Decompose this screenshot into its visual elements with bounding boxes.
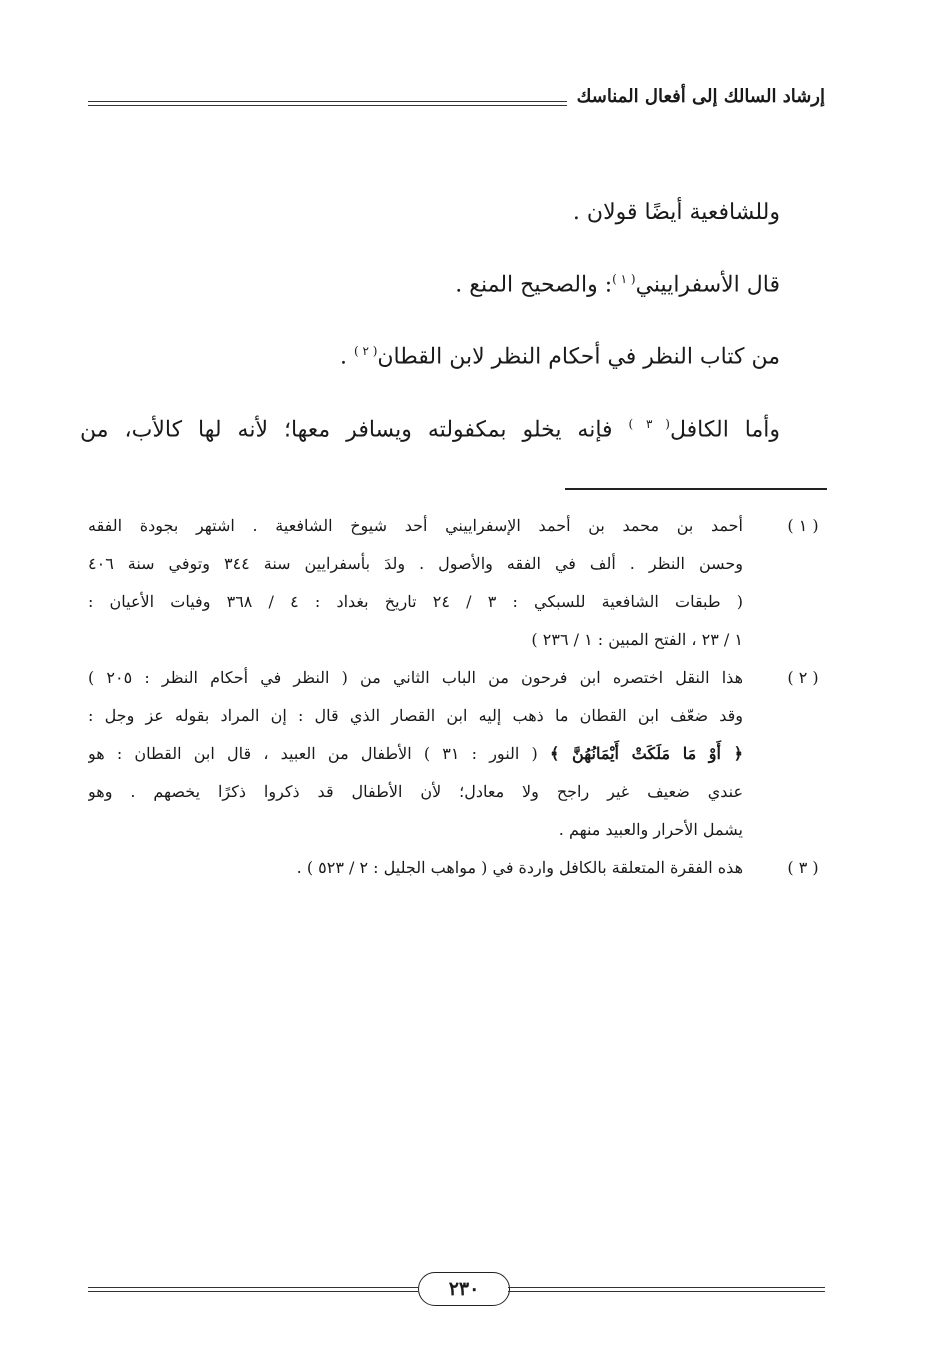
quran-verse: ﴿ أَوْ مَا مَلَكَتْ أَيْمَانُهُنَّ ﴾	[549, 744, 743, 763]
running-header	[88, 86, 825, 116]
footnote-line: هذه الفقرة المتعلقة بالكافل واردة في ( مواهب الجليل : ٢ / ٥٢٣ ) .	[296, 858, 743, 877]
footnote-ref[interactable]: ( ٢ )	[353, 344, 378, 359]
footnote-separator	[565, 488, 827, 490]
paragraph-line	[80, 391, 780, 463]
footer-rule-right	[508, 1287, 825, 1292]
footnote-line	[88, 735, 743, 773]
page-number: ٢٣٠	[418, 1272, 510, 1306]
text-span: ( النور : ٣١ ) الأطفال من العبيد ، قال ابن القطان : هو	[88, 744, 538, 763]
footer-rule-left	[88, 1287, 418, 1292]
footnote-number: ( ٢ )	[787, 668, 819, 687]
text-span: : والصحيح المنع .	[455, 272, 613, 298]
footnote-2	[88, 659, 828, 849]
footnote-line: عندي ضعيف غير راجح ولا معادل؛ لأن الأطفال قد ذكروا ذكرًا يخصهم . وهو	[88, 782, 743, 801]
text-span: قال الأسفراييني	[635, 272, 780, 298]
footnote-number: ( ١ )	[787, 516, 819, 535]
paragraph-line	[80, 246, 780, 318]
footnote-number: ( ٣ )	[787, 858, 819, 877]
header-rule	[88, 101, 567, 106]
footnote-line: وقد ضعّف ابن القطان ما ذهب إليه ابن القصار الذي قال : إن المراد بقوله عز وجل :	[88, 706, 743, 725]
main-text	[80, 180, 780, 463]
footnote-1	[88, 507, 828, 659]
footnote-line: هذا النقل اختصره ابن فرحون من الباب الثاني من ( النظر في أحكام النظر : ٢٠٥ )	[88, 668, 743, 687]
footnote-line: وحسن النظر . ألف في الفقه والأصول . ولدَ بأسفرايين سنة ٣٤٤ وتوفي سنة ٤٠٦	[88, 554, 743, 573]
text-span: فإنه يخلو بمكفولته ويسافر معها؛ لأنه لها كالأب، من	[80, 416, 629, 442]
paragraph-line	[80, 180, 780, 246]
text-span: من كتاب النظر في أحكام النظر لابن القطان	[377, 344, 780, 370]
footnote-ref[interactable]: ( ٣ )	[628, 416, 670, 431]
footnote-ref[interactable]: ( ١ )	[612, 272, 636, 286]
footnote-line: ١ / ٢٣ ، الفتح المبين : ١ / ٢٣٦ )	[531, 630, 743, 649]
footnote-line: ( طبقات الشافعية للسبكي : ٣ / ٢٤ تاريخ بغداد : ٤ / ٣٦٨ وفيات الأعيان :	[88, 592, 743, 611]
text-span: وللشافعية أيضًا قولان .	[572, 200, 780, 225]
footnotes	[88, 507, 828, 887]
paragraph-line	[80, 318, 780, 390]
text-span: وأما الكافل	[669, 416, 781, 442]
footnote-3	[88, 849, 828, 887]
book-title: إرشاد السالك إلى أفعال المناسك	[576, 86, 825, 107]
footnote-line: يشمل الأحرار والعبيد منهم .	[558, 820, 743, 839]
text-span: .	[339, 344, 354, 370]
page-footer	[88, 1268, 825, 1308]
footnote-line: أحمد بن محمد بن أحمد الإسفراييني أحد شيوخ الشافعية . اشتهر بجودة الفقه	[88, 516, 743, 535]
